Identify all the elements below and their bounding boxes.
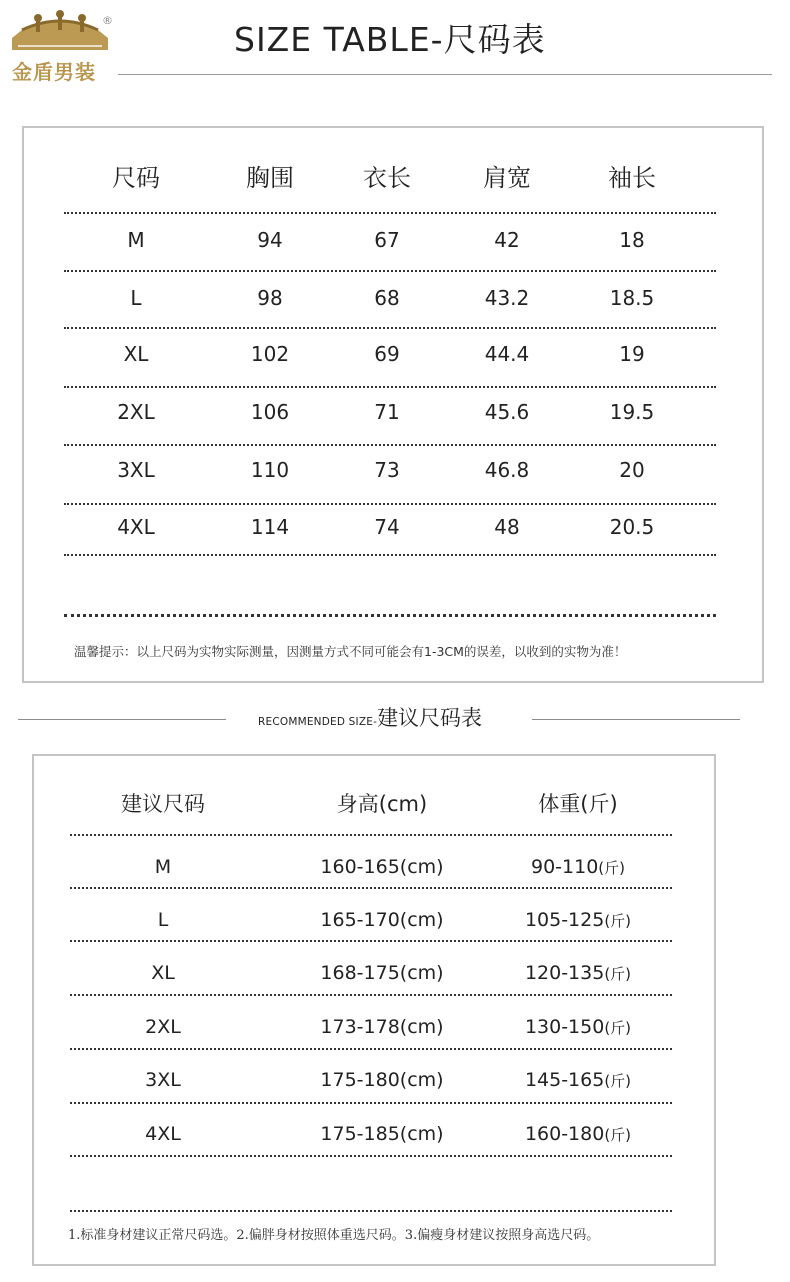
recommended-title-cn: 建议尺码表 <box>377 706 483 730</box>
size-cell: 67 <box>374 228 400 252</box>
recommended-header-0: 建议尺码 <box>121 792 205 816</box>
size-cell: 2XL <box>117 400 155 424</box>
size-cell: 46.8 <box>484 458 530 482</box>
weight-value: 145-165 <box>524 1069 605 1091</box>
weight-unit: (斤) <box>604 1126 632 1144</box>
size-cell: 69 <box>374 342 400 366</box>
weight-unit: (斤) <box>604 965 632 983</box>
recommended-size: L <box>157 909 169 931</box>
size-cell: 45.6 <box>484 400 530 424</box>
size-table-header-4: 袖长 <box>608 164 656 192</box>
recommended-title <box>258 702 482 732</box>
size-cell: 4XL <box>117 515 155 539</box>
size-cell: 114 <box>250 515 290 539</box>
row-divider <box>70 1155 672 1157</box>
size-cell: 106 <box>250 400 290 424</box>
size-cell: 74 <box>374 515 400 539</box>
weight-unit: (斤) <box>604 912 632 930</box>
row-divider <box>70 940 672 942</box>
row-divider <box>64 212 716 214</box>
size-table-header-2: 衣长 <box>363 164 411 192</box>
weight-unit: (斤) <box>604 1019 632 1037</box>
row-divider <box>70 1102 672 1104</box>
registered-mark: ® <box>102 14 113 27</box>
size-cell: 102 <box>250 342 290 366</box>
size-cell: M <box>127 228 145 252</box>
recommended-title-en: RECOMMENDED SIZE- <box>258 716 378 728</box>
size-cell: 94 <box>257 228 283 252</box>
header-divider <box>118 74 772 75</box>
weight-unit: (斤) <box>598 859 626 877</box>
recommended-weight <box>488 856 668 878</box>
size-cell: 71 <box>374 400 400 424</box>
brand-name: 金盾男装 <box>12 60 96 84</box>
size-table-header-0: 尺码 <box>112 164 160 192</box>
recommended-weight <box>488 962 668 984</box>
size-cell: XL <box>123 342 149 366</box>
brand-logo <box>4 8 116 84</box>
weight-unit: (斤) <box>604 1072 632 1090</box>
size-cell: L <box>130 286 142 310</box>
recommended-height: 160-165(cm) <box>320 856 444 878</box>
recommended-size: XL <box>151 962 175 984</box>
page-title: SIZE TABLE-尺码表 <box>234 20 546 59</box>
row-divider <box>64 554 716 556</box>
recommended-height: 175-180(cm) <box>320 1069 444 1091</box>
recommended-size: 3XL <box>145 1069 181 1091</box>
size-cell: 42 <box>494 228 520 252</box>
size-cell: 68 <box>374 286 400 310</box>
size-cell: 20 <box>619 458 645 482</box>
row-divider <box>70 1210 672 1212</box>
weight-value: 105-125 <box>524 909 605 931</box>
size-cell: 19.5 <box>609 400 655 424</box>
row-divider <box>70 1048 672 1050</box>
weight-value: 120-135 <box>524 962 605 984</box>
recommended-height: 165-170(cm) <box>320 909 444 931</box>
recommended-size: M <box>154 856 172 878</box>
weight-value: 160-180 <box>524 1123 605 1145</box>
size-cell: 43.2 <box>484 286 530 310</box>
row-divider <box>64 614 716 617</box>
size-cell: 3XL <box>117 458 155 482</box>
size-table-header-3: 肩宽 <box>483 164 531 192</box>
sofa-logo-icon <box>4 8 116 58</box>
recommended-header-1: 身高(cm) <box>336 792 428 816</box>
size-cell: 18 <box>619 228 645 252</box>
recommended-weight <box>488 1069 668 1091</box>
weight-value: 90-110 <box>530 856 599 878</box>
row-divider <box>64 444 716 446</box>
size-cell: 44.4 <box>484 342 530 366</box>
size-cell: 73 <box>374 458 400 482</box>
row-divider <box>64 503 716 505</box>
size-cell: 48 <box>494 515 520 539</box>
size-cell: 110 <box>250 458 290 482</box>
row-divider <box>64 327 716 329</box>
recommended-table-note: 1.标准身材建议正常尺码选。2.偏胖身材按照体重选尺码。3.偏瘦身材建议按照身高选尺码。 <box>68 1228 600 1243</box>
row-divider <box>70 834 672 836</box>
size-cell: 19 <box>619 342 645 366</box>
recommended-divider-left <box>18 719 226 720</box>
size-cell: 18.5 <box>609 286 655 310</box>
row-divider <box>64 270 716 272</box>
row-divider <box>70 994 672 996</box>
recommended-height: 173-178(cm) <box>320 1016 444 1038</box>
recommended-size: 4XL <box>145 1123 181 1145</box>
recommended-weight <box>488 909 668 931</box>
size-table-note: 温馨提示：以上尺码为实物实际测量，因测量方式不同可能会有1-3CM的误差，以收到的实物为准！ <box>74 644 627 659</box>
recommended-table-panel <box>32 754 716 1266</box>
recommended-weight <box>488 1016 668 1038</box>
size-table-header-1: 胸围 <box>246 164 294 192</box>
size-cell: 20.5 <box>609 515 655 539</box>
weight-value: 130-150 <box>524 1016 605 1038</box>
row-divider <box>64 386 716 388</box>
recommended-size: 2XL <box>145 1016 181 1038</box>
size-cell: 98 <box>257 286 283 310</box>
recommended-header-2: 体重(斤) <box>538 792 618 816</box>
recommended-height: 168-175(cm) <box>320 962 444 984</box>
recommended-weight <box>488 1123 668 1145</box>
recommended-divider-right <box>532 719 740 720</box>
recommended-height: 175-185(cm) <box>320 1123 444 1145</box>
row-divider <box>70 887 672 889</box>
